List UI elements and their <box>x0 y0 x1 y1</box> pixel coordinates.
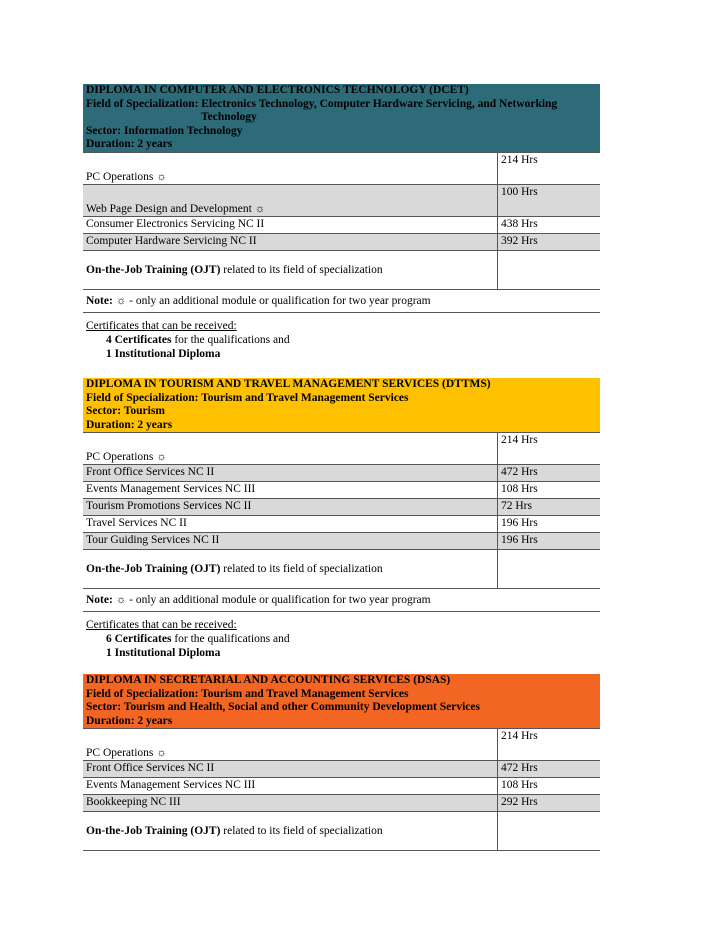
table-row <box>83 216 600 233</box>
certificate-count: 6 Certificates <box>106 633 172 645</box>
module-name: PC Operations ☼ <box>83 433 498 464</box>
table-row <box>83 515 600 532</box>
module-hours: 214 Hrs <box>501 153 538 166</box>
module-name: Travel Services NC II <box>83 516 498 532</box>
module-hours: 472 Hrs <box>501 466 538 478</box>
certificates-label: Certificates that can be received: <box>86 319 237 332</box>
program-dcet <box>83 84 600 363</box>
ojt-text: related to its field of specialization <box>220 263 383 276</box>
note-text: ☼ - only an additional module or qualification for two year program <box>112 594 431 606</box>
sector: Sector: Tourism <box>86 405 165 417</box>
program-title: DIPLOMA IN SECRETARIAL AND ACCOUNTING SERVICES (DSAS) <box>86 674 451 686</box>
module-hours: 214 Hrs <box>501 730 538 742</box>
ojt-label: On-the-Job Training (OJT) <box>86 563 221 575</box>
table-row <box>83 184 600 216</box>
table-row <box>83 532 600 549</box>
certificates-label: Certificates that can be received: <box>86 619 237 631</box>
field-of-specialization: Field of Specialization: Tourism and Travel Management Services <box>86 391 409 404</box>
module-hours: 196 Hrs <box>501 517 538 529</box>
program-dsas <box>83 674 600 851</box>
ojt-row <box>83 250 600 290</box>
module-table <box>83 728 600 851</box>
ojt-row <box>83 549 600 589</box>
module-name: Events Management Services NC III <box>83 482 498 498</box>
certificate-count: 4 Certificates <box>106 333 172 346</box>
certificates: Certificates that can be received: 4 Certificates for the qualifications and 1 Institutional Diploma <box>86 319 290 360</box>
institutional-diploma: 1 Institutional Diploma <box>106 647 221 659</box>
table-row <box>83 777 600 794</box>
table-row <box>83 432 600 464</box>
module-hours: 72 Hrs <box>501 500 532 512</box>
module-hours: 438 Hrs <box>501 217 538 230</box>
module-table <box>83 432 600 589</box>
ojt-text: related to its field of specialization <box>220 825 383 837</box>
institutional-diploma: 1 Institutional Diploma <box>106 347 221 360</box>
table-row <box>83 464 600 481</box>
module-table <box>83 152 600 290</box>
sector: Sector: Information Technology <box>86 124 243 137</box>
table-row <box>83 152 600 184</box>
table-row <box>83 498 600 515</box>
note-label: Note: <box>86 294 113 307</box>
module-hours: 100 Hrs <box>501 185 538 198</box>
module-name: PC Operations ☼ <box>83 729 498 760</box>
module-name: Web Page Design and Development ☼ <box>83 185 498 216</box>
module-hours: 392 Hrs <box>501 234 538 247</box>
module-name: Events Management Services NC III <box>83 778 498 794</box>
module-name: Computer Hardware Servicing NC II <box>83 234 498 250</box>
field-of-specialization: Field of Specialization: Tourism and Travel Management Services <box>86 687 409 700</box>
table-row <box>83 794 600 811</box>
table-row <box>83 481 600 498</box>
program-header <box>83 674 600 728</box>
program-dttms <box>83 378 600 662</box>
program-header <box>83 378 600 432</box>
program-header <box>83 84 600 152</box>
module-name: Front Office Services NC II <box>83 761 498 777</box>
certificates: Certificates that can be received: 6 Certificates for the qualifications and 1 Institutional Diploma <box>86 619 290 659</box>
module-hours: 108 Hrs <box>501 483 538 495</box>
module-hours: 108 Hrs <box>501 779 538 791</box>
note <box>83 591 600 609</box>
table-row <box>83 728 600 760</box>
table-row <box>83 233 600 250</box>
field-of-specialization-cont: Technology <box>201 111 257 123</box>
ojt-label: On-the-Job Training (OJT) <box>86 263 221 276</box>
note <box>83 292 600 310</box>
module-hours: 196 Hrs <box>501 534 538 546</box>
module-hours: 292 Hrs <box>501 796 538 808</box>
duration: Duration: 2 years <box>86 418 173 431</box>
table-row <box>83 760 600 777</box>
field-of-specialization: Field of Specialization: Electronics Technology, Computer Hardware Servicing, and Networking <box>86 97 558 110</box>
module-name: Consumer Electronics Servicing NC II <box>83 217 498 233</box>
note-label: Note: <box>86 594 113 606</box>
ojt-label: On-the-Job Training (OJT) <box>86 825 221 837</box>
sector: Sector: Tourism and Health, Social and other Community Development Services <box>86 701 480 713</box>
module-name: PC Operations ☼ <box>83 153 498 184</box>
program-title: DIPLOMA IN COMPUTER AND ELECTRONICS TECHNOLOGY (DCET) <box>86 84 469 96</box>
module-name: Bookkeeping NC III <box>83 795 498 811</box>
duration: Duration: 2 years <box>86 138 173 150</box>
program-title: DIPLOMA IN TOURISM AND TRAVEL MANAGEMENT SERVICES (DTTMS) <box>86 378 491 390</box>
module-name: Front Office Services NC II <box>83 465 498 481</box>
module-hours: 214 Hrs <box>501 434 538 446</box>
ojt-row <box>83 811 600 851</box>
module-name: Tourism Promotions Services NC II <box>83 499 498 515</box>
note-text: ☼ - only an additional module or qualification for two year program <box>112 294 431 307</box>
duration: Duration: 2 years <box>86 714 173 727</box>
module-hours: 472 Hrs <box>501 762 538 774</box>
ojt-text: related to its field of specialization <box>220 563 383 575</box>
module-name: Tour Guiding Services NC II <box>83 533 498 549</box>
